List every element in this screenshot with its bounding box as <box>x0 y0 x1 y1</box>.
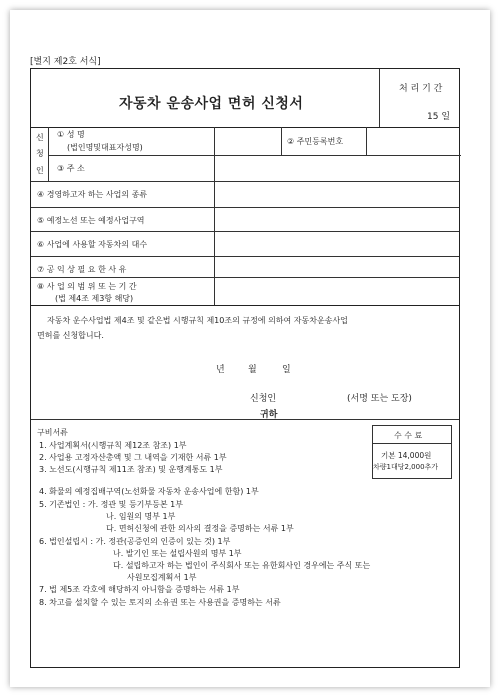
address-label: ③ 주 소 <box>57 164 85 173</box>
divider <box>48 127 49 181</box>
divider <box>48 155 461 156</box>
divider <box>31 181 459 182</box>
divider <box>31 277 459 278</box>
application-form <box>30 68 460 668</box>
document-item: 사원모집계획서 1부 <box>127 573 197 582</box>
divider <box>281 127 282 155</box>
recipient-label: 귀하 <box>260 410 278 420</box>
rrn-label: ② 주민등록번호 <box>287 137 344 146</box>
divider <box>214 155 215 181</box>
sign-or-seal-label: (서명 또는 도장) <box>347 394 412 404</box>
divider <box>373 443 451 444</box>
documents-title: 구비서류 <box>37 428 68 437</box>
form-title: 자동차 운송사업 면허 신청서 <box>119 96 304 112</box>
field-business-type: ④ 경영하고자 하는 사업의 종류 <box>37 190 148 199</box>
divider <box>214 127 215 155</box>
date-month: 월 <box>248 365 257 375</box>
document-item: 7. 법 제5조 각호에 해당하지 아니함을 증명하는 서류 1부 <box>39 585 240 594</box>
name-label: ① 성 명 <box>57 130 85 139</box>
date-day: 일 <box>282 365 291 375</box>
divider <box>31 127 459 128</box>
applicant-signature-label: 신청인 <box>250 394 277 404</box>
document-item: 8. 차고를 설치할 수 있는 토지의 소유권 또는 사용권을 증명하는 서류 <box>39 598 281 607</box>
document-item: 나. 임원의 명부 1부 <box>106 512 176 521</box>
field-vehicle-count: ⑥ 사업에 사용할 자동차의 대수 <box>37 240 148 249</box>
processing-period-label: 처 리 기 간 <box>399 84 443 94</box>
document-item: 2. 사업용 고정자산총액 및 그 내역을 기재한 서류 1부 <box>39 453 227 462</box>
statement-line: 면허를 신청합니다. <box>37 331 104 340</box>
statement-line: 자동차 운수사업법 제4조 및 같은법 시행규칙 제10조의 규정에 의하여 자동차운송사업 <box>47 316 348 325</box>
divider <box>31 419 459 420</box>
document-item: 5. 기존법인 : 가. 정관 및 등기부등본 1부 <box>39 500 183 509</box>
document-item: 1. 사업계획서(시행규칙 제12조 참조) 1부 <box>39 441 187 450</box>
document-item: 다. 설립하고자 하는 법인이 주식회사 또는 유한회사인 경우에는 주식 또는 <box>113 561 371 570</box>
document-item: 4. 화물의 예정집배구역(노선화물 자동차 운송사업에 한함) 1부 <box>39 487 259 496</box>
field-route-area: ⑤ 예정노선 또는 예정사업구역 <box>37 216 145 225</box>
name-sublabel: (법인명및대표자성명) <box>67 143 143 152</box>
divider <box>31 256 459 257</box>
document-item: 다. 면허신청에 관한 의사의 결정을 증명하는 서류 1부 <box>106 524 294 533</box>
fee-basic: 기본 14,000원 <box>381 451 432 460</box>
divider <box>366 127 367 155</box>
fee-box <box>372 425 452 479</box>
fee-label: 수 수 료 <box>394 431 423 440</box>
applicant-side-label: 인 <box>36 166 44 175</box>
processing-period-value: 15 일 <box>427 112 451 122</box>
document-item: 3. 노선도(시행규칙 제11조 참조) 및 운행계통도 1부 <box>39 465 223 474</box>
divider <box>31 207 459 208</box>
date-year: 년 <box>216 365 225 375</box>
divider <box>214 181 215 305</box>
divider <box>31 305 459 306</box>
applicant-side-label: 청 <box>36 149 44 158</box>
fee-per-vehicle: 차량1대당2,000추가 <box>373 463 439 471</box>
document-item: 6. 법인설립시 : 가. 정관(공증인의 인증이 있는 것) 1부 <box>39 537 231 546</box>
field-scope-sublabel: (법 제4조 제3항 해당) <box>55 294 134 303</box>
divider <box>379 69 380 127</box>
divider <box>31 231 459 232</box>
form-number-label: [별지 제2호 서식] <box>30 57 101 67</box>
field-scope-period: ⑧ 사 업 의 범 위 또 는 기 간 <box>37 282 137 291</box>
document-item: 나. 발기인 또는 설립사원의 명부 1부 <box>113 549 242 558</box>
applicant-side-label: 신 <box>36 133 44 142</box>
field-public-reason: ⑦ 공 익 상 필 요 한 사 유 <box>37 265 127 274</box>
